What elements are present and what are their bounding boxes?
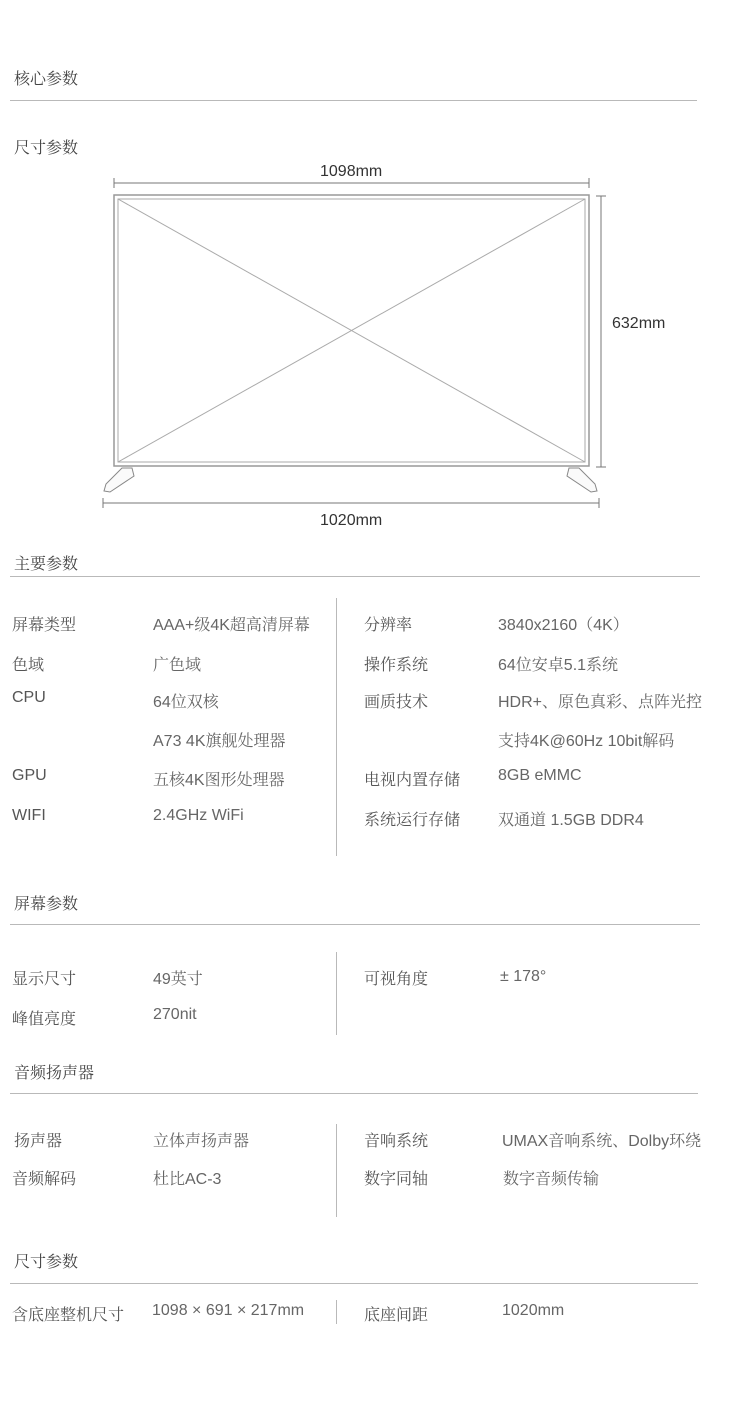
param-label: 屏幕类型 [12, 617, 77, 634]
divider [10, 924, 700, 925]
param-label: 可视角度 [364, 971, 429, 988]
column-divider [336, 598, 337, 856]
param-value: UMAX音响系统、Dolby环绕 [502, 1133, 702, 1150]
param-value: 数字音频传输 [503, 1171, 600, 1188]
tv-dimension-diagram [0, 0, 730, 560]
param-label: 操作系统 [364, 657, 429, 674]
param-label: CPU [12, 689, 46, 706]
param-value: 支持4K@60Hz 10bit解码 [498, 733, 675, 750]
param-value: A73 4K旗舰处理器 [153, 733, 286, 750]
param-value: 立体声扬声器 [153, 1133, 250, 1150]
param-label: 分辨率 [364, 617, 413, 634]
section-title-core: 核心参数 [14, 71, 79, 88]
param-label: 系统运行存储 [364, 812, 461, 829]
section-title-size-diagram: 尺寸参数 [14, 140, 79, 157]
param-value: 1098 × 691 × 217mm [152, 1302, 305, 1319]
divider [10, 1093, 698, 1094]
param-label: 扬声器 [14, 1133, 63, 1150]
param-value: 3840x2160（4K） [498, 617, 629, 634]
section-title-main: 主要参数 [14, 556, 79, 573]
param-value: 五核4K图形处理器 [153, 772, 285, 789]
section-title-screen: 屏幕参数 [14, 896, 79, 913]
param-value: 广色域 [153, 657, 202, 674]
param-label: 含底座整机尺寸 [12, 1307, 125, 1324]
divider [10, 576, 700, 577]
section-title-audio: 音频扬声器 [14, 1065, 95, 1082]
param-label: GPU [12, 767, 47, 784]
param-value: 64位双核 [153, 694, 219, 711]
divider [10, 1283, 698, 1284]
param-value: ± 178° [500, 968, 547, 985]
param-label: 音响系统 [364, 1133, 429, 1150]
param-value: 8GB eMMC [498, 767, 582, 784]
param-value: 1020mm [502, 1302, 565, 1319]
param-value: 杜比AC-3 [153, 1171, 222, 1188]
param-label: 峰值亮度 [12, 1011, 77, 1028]
param-label: 画质技术 [364, 694, 429, 711]
param-value: HDR+、原色真彩、点阵光控 [498, 694, 703, 711]
param-label: 色域 [12, 657, 45, 674]
param-label: 音频解码 [12, 1171, 77, 1188]
param-label: 电视内置存储 [364, 772, 461, 789]
param-value: 270nit [153, 1006, 197, 1023]
width-dimension-label: 1098mm [320, 163, 383, 180]
column-divider [336, 1300, 337, 1324]
height-dimension-label: 632mm [612, 315, 666, 332]
tv-left-leg [104, 468, 134, 492]
param-label: 底座间距 [364, 1307, 429, 1324]
section-title-dimensions: 尺寸参数 [14, 1254, 79, 1271]
param-label: 显示尺寸 [12, 971, 77, 988]
base-distance-label: 1020mm [320, 512, 383, 529]
column-divider [336, 1124, 337, 1217]
param-value: 双通道 1.5GB DDR4 [498, 812, 644, 829]
param-value: 49英寸 [153, 971, 203, 988]
tv-right-leg [567, 468, 597, 492]
param-label: 数字同轴 [364, 1171, 429, 1188]
param-label: WIFI [12, 807, 46, 824]
param-value: AAA+级4K超高清屏幕 [153, 617, 310, 634]
column-divider [336, 952, 337, 1035]
param-value: 64位安卓5.1系统 [498, 657, 619, 674]
param-value: 2.4GHz WiFi [153, 807, 244, 824]
